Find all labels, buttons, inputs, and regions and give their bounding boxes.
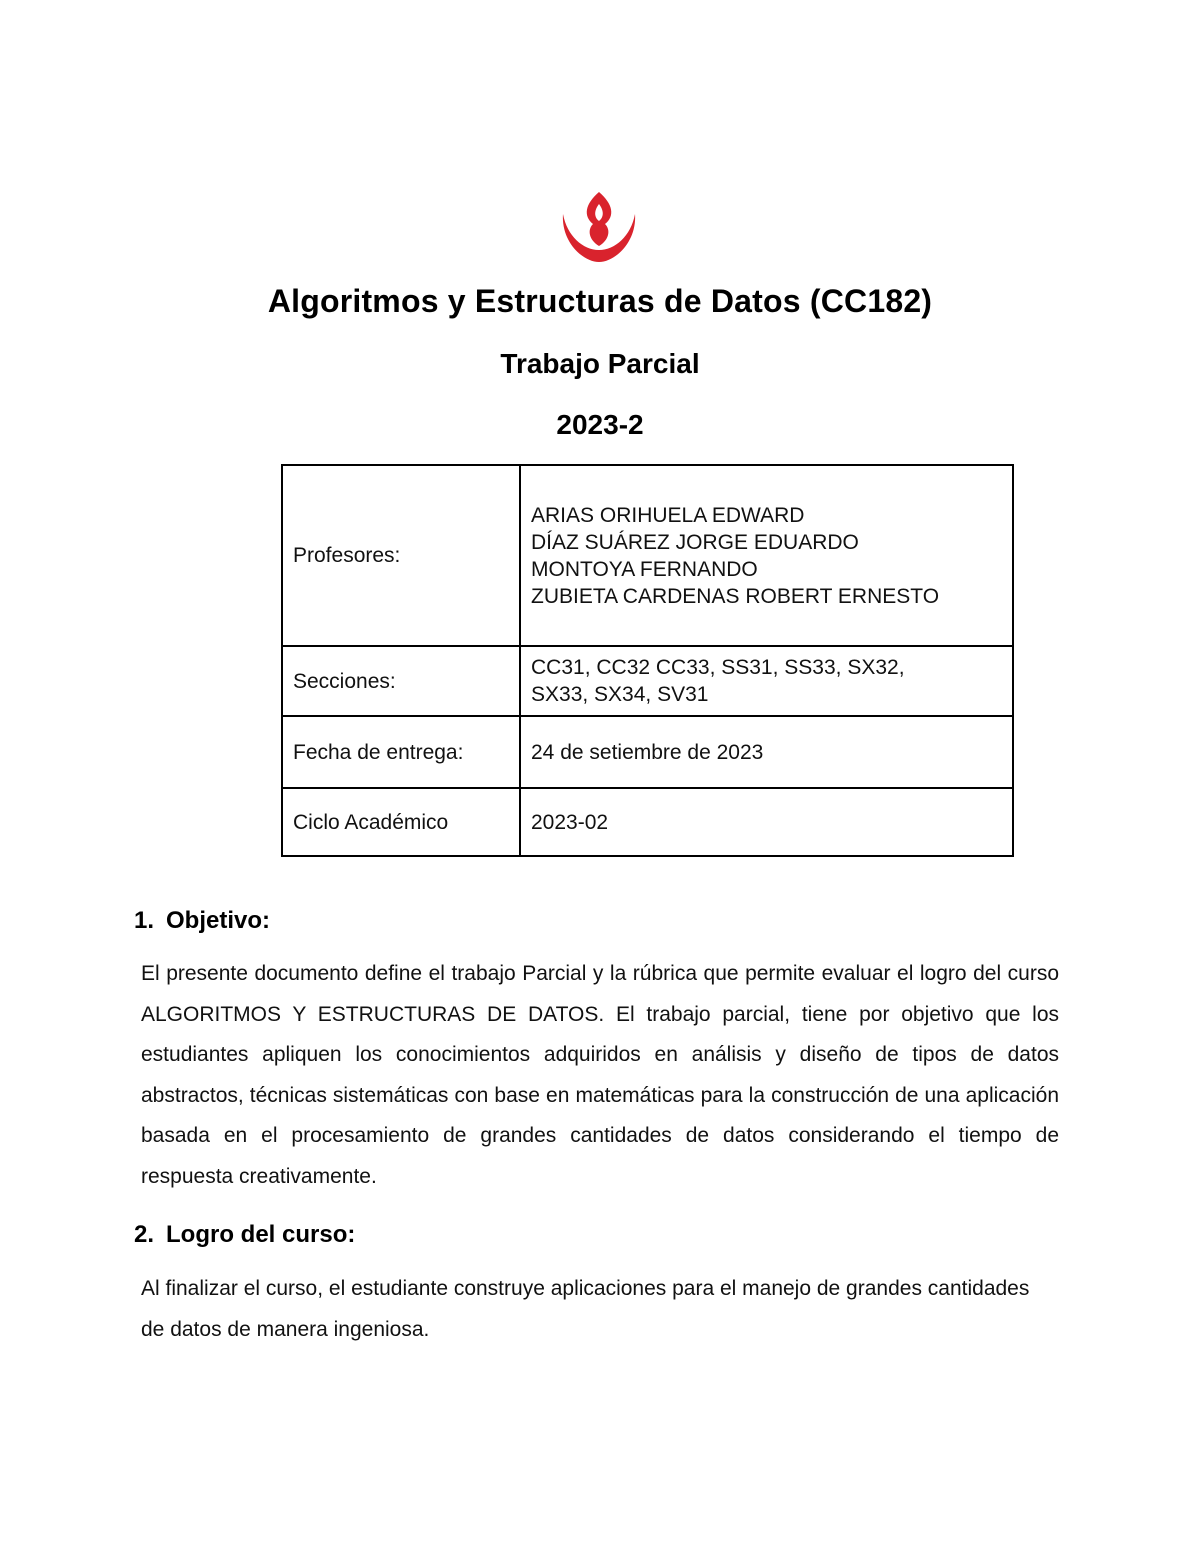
- due-date-label: Fecha de entrega:: [282, 716, 520, 788]
- cycle-value: 2023-02: [520, 788, 1013, 856]
- sections-line: SX33, SX34, SV31: [531, 683, 709, 706]
- document-type: Trabajo Parcial: [500, 348, 700, 379]
- term: 2023-2: [556, 409, 644, 440]
- professors-label: Profesores:: [282, 465, 520, 646]
- sections-label: Secciones:: [282, 646, 520, 716]
- course-title: Algoritmos y Estructuras de Datos (CC182): [267, 283, 933, 319]
- due-date-row: [282, 716, 1013, 788]
- section-number: 1.: [134, 907, 155, 934]
- section-title: Logro del curso:: [166, 1221, 356, 1248]
- professor-name: DÍAZ SUÁREZ JORGE EDUARDO: [531, 530, 859, 554]
- section-title: Objetivo:: [166, 907, 271, 934]
- section-number: 2.: [134, 1221, 155, 1248]
- sections-row: [282, 646, 1013, 716]
- sections-value: [520, 646, 1013, 716]
- cycle-row: [282, 788, 1013, 856]
- professor-name: ZUBIETA CARDENAS ROBERT ERNESTO: [531, 584, 940, 608]
- professors-list: [520, 465, 1013, 646]
- due-date-value: 24 de setiembre de 2023: [520, 716, 1013, 788]
- professor-name: MONTOYA FERNANDO: [531, 557, 758, 581]
- course-goal-paragraph: Al finalizar el curso, el estudiante construye aplicaciones para el manejo de grandes cantidades de datos de manera ingeniosa.: [141, 1277, 1030, 1341]
- section-heading-course-goal: [134, 1221, 355, 1249]
- section-heading-objective: [134, 907, 270, 935]
- professors-row: [282, 465, 1013, 646]
- course-info-table: [281, 464, 1014, 857]
- cycle-label: Ciclo Académico: [282, 788, 520, 856]
- university-logo: [559, 190, 639, 266]
- professor-name: ARIAS ORIHUELA EDWARD: [531, 503, 805, 527]
- objective-paragraph: El presente documento define el trabajo Parcial y la rúbrica que permite evaluar el logro del curso ALGORITMOS Y ESTRUCTURAS DE DATOS. El trabajo parcial, tiene por objetivo que los estudiantes apliquen los conocimientos adquiridos en análisis y diseño de tipos de datos abstractos, técnicas sistemáticas con base en matemáticas para la construcción de una aplicación basada en el procesamiento de grandes cantidades de datos considerando el tiempo de respuesta creativamente.: [141, 962, 1059, 1188]
- sections-line: CC31, CC32 CC33, SS31, SS33, SX32,: [531, 656, 905, 679]
